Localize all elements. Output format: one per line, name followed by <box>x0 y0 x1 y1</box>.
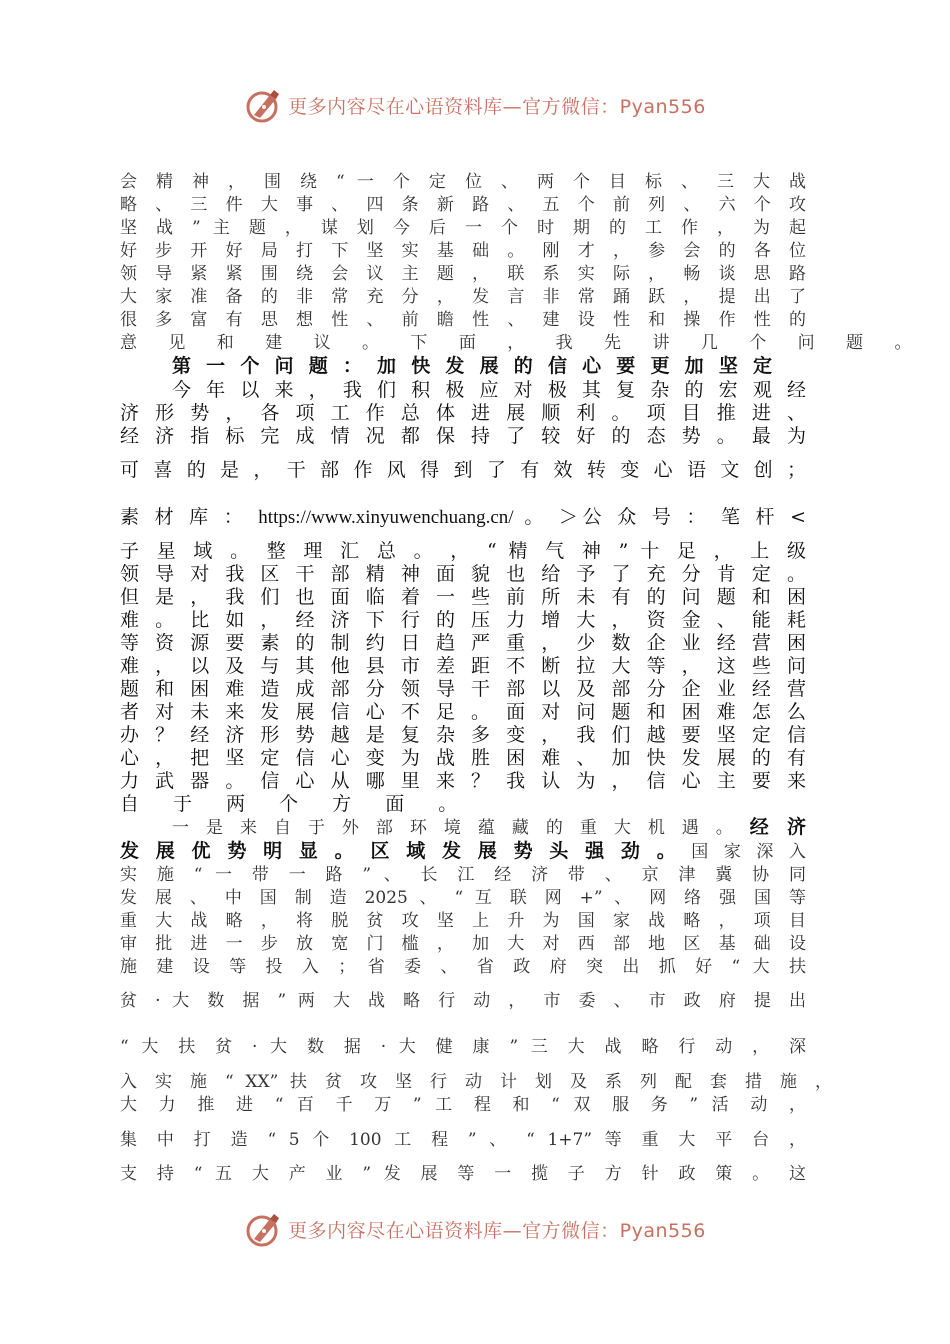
section-heading: 第 一 个 问 题 ： 加 快 发 展 的 信 心 要 更 加 坚 定 <box>172 355 772 377</box>
text-line: 力 武 器 。 信 心 从 哪 里 来 ？ 我 认 为 ， 信 心 主 要 来 <box>120 770 806 792</box>
text-line: 贫 · 大 数 据 ” 两 大 战 略 行 动 ， 市 委 、 市 政 府 提 出 <box>120 991 806 1011</box>
text-line: 集 中 打 造 “ 5 个 100 工 程 ” 、 “ 1+7” 等 重 大 平 台 ， <box>120 1130 806 1150</box>
text-line: 审 批 进 一 步 放 宽 门 槛 ， 加 大 对 西 部 地 区 基 础 设 <box>120 934 806 954</box>
banner-text: 更多内容尽在心语资料库—官方微信：Pyan556 <box>288 95 706 118</box>
text-line: 大 力 推 进 “ 百 千 万 ” 工 程 和 “ 双 服 务 ” 活 动 ， <box>120 1095 806 1115</box>
text-line: 重 大 战 略 ， 将 脱 贫 攻 坚 上 升 为 国 家 战 略 ， 项 目 <box>120 911 806 931</box>
text-line: 心 ， 把 坚 定 信 心 变 为 战 胜 困 难 、 加 快 发 展 的 有 <box>120 747 806 769</box>
text-bold: 经 济 <box>749 816 806 838</box>
text-line: 自 于 两 个 方 面 。 <box>120 793 472 815</box>
text-line: 发 展 、 中 国 制 造 2025 、 “ 互 联 网 +” 、 网 络 强 国 等 <box>120 888 806 908</box>
source-prefix: 素 材 库 ： <box>120 506 248 528</box>
text-line: 题 和 困 难 造 成 部 分 领 导 干 部 以 及 部 分 企 业 经 营 <box>120 678 806 700</box>
text-line: 办 ？ 经 济 形 势 越 是 复 杂 多 变 ， 我 们 越 要 坚 定 信 <box>120 724 806 746</box>
source-line <box>120 504 806 530</box>
text-line: 意 见 和 建 议 。 下 面 ， 我 先 讲 几 个 问 题 。 <box>120 333 925 353</box>
text-line: 难 。 比 如 ， 经 济 下 行 的 压 力 增 大 ， 资 金 、 能 耗 <box>120 609 806 631</box>
text-line: 领 导 紧 紧 围 绕 会 议 主 题 ， 联 系 实 际 ， 畅 谈 思 路 <box>120 264 806 284</box>
text-line: 可 喜 的 是 ， 干 部 作 风 得 到 了 有 效 转 变 心 语 文 创 ； <box>120 459 806 481</box>
text-line: 施 建 设 等 投 入 ； 省 委 、 省 政 府 突 出 抓 好 “ 大 扶 <box>120 957 806 977</box>
source-suffix: 。 ＞公 众 号 ： 笔 杆 < <box>524 506 807 528</box>
text-line: 入 实 施 “ XX” 扶 贫 攻 坚 行 动 计 划 及 系 列 配 套 措 施 ， <box>120 1072 832 1092</box>
text-line: 坚 战 ” 主 题 ， 谋 划 今 后 一 个 时 期 的 工 作 ， 为 起 <box>120 218 806 238</box>
text-line: 难 ， 以 及 与 其 他 县 市 差 距 不 断 拉 大 等 ， 这 些 问 <box>120 655 806 677</box>
text-bold: 发 展 优 势 明 显 。 区 域 发 展 势 头 强 劲 。 <box>120 840 681 862</box>
text-line: 大 家 准 备 的 非 常 充 分 ， 发 言 非 常 踊 跃 ， 提 出 了 <box>120 287 806 307</box>
source-url[interactable]: https://www.xinyuwenchuang.cn/ <box>258 507 514 528</box>
text-line: 领 导 对 我 区 干 部 精 神 面 貌 也 给 予 了 充 分 肯 定 。 <box>120 563 806 585</box>
banner-text: 更多内容尽在心语资料库—官方微信：Pyan556 <box>288 1219 706 1242</box>
text-normal: 国 家 深 入 <box>691 842 807 862</box>
text-normal: 一 是 来 自 于 外 部 环 境 蕴 藏 的 重 大 机 遇 。 <box>172 818 739 838</box>
text-line: 今 年 以 来 ， 我 们 积 极 应 对 极 其 复 杂 的 宏 观 经 <box>172 379 806 401</box>
footer-banner <box>0 1207 950 1251</box>
text-line: 好 步 开 好 局 打 下 坚 实 基 础 。 刚 才 ， 参 会 的 各 位 <box>120 241 806 261</box>
text-line: 经 济 指 标 完 成 情 况 都 保 持 了 较 好 的 态 势 。 最 为 <box>120 425 806 447</box>
text-line: 略 、 三 件 大 事 、 四 条 新 路 、 五 个 前 列 、 六 个 攻 <box>120 195 806 215</box>
text-line <box>120 838 806 864</box>
text-line: 子 星 域 。 整 理 汇 总 。 ， “ 精 气 神 ” 十 足 ， 上 级 <box>120 540 806 562</box>
pen-nib-logo-icon <box>244 1209 284 1249</box>
text-line: 支 持 “ 五 大 产 业 ” 发 展 等 一 揽 子 方 针 政 策 。 这 <box>120 1164 806 1184</box>
text-line: 济 形 势 ， 各 项 工 作 总 体 进 展 顺 利 。 项 目 推 进 、 <box>120 402 806 424</box>
text-line: 很 多 富 有 思 想 性 、 前 瞻 性 、 建 设 性 和 操 作 性 的 <box>120 310 806 330</box>
text-line: 但 是 ， 我 们 也 面 临 着 一 些 前 所 未 有 的 问 题 和 困 <box>120 586 806 608</box>
text-line: 等 资 源 要 素 的 制 约 日 趋 严 重 ， 少 数 企 业 经 营 困 <box>120 632 806 654</box>
text-line: 会 精 神 ， 围 绕 “ 一 个 定 位 、 两 个 目 标 、 三 大 战 <box>120 172 806 192</box>
text-line <box>172 814 806 840</box>
text-line: “ 大 扶 贫 · 大 数 据 · 大 健 康 ” 三 大 战 略 行 动 ， 深 <box>120 1037 806 1057</box>
text-line: 实 施 “ 一 带 一 路 ” 、 长 江 经 济 带 、 京 津 冀 协 同 <box>120 865 806 885</box>
text-line: 者 对 未 来 发 展 信 心 不 足 。 面 对 问 题 和 困 难 怎 么 <box>120 701 806 723</box>
